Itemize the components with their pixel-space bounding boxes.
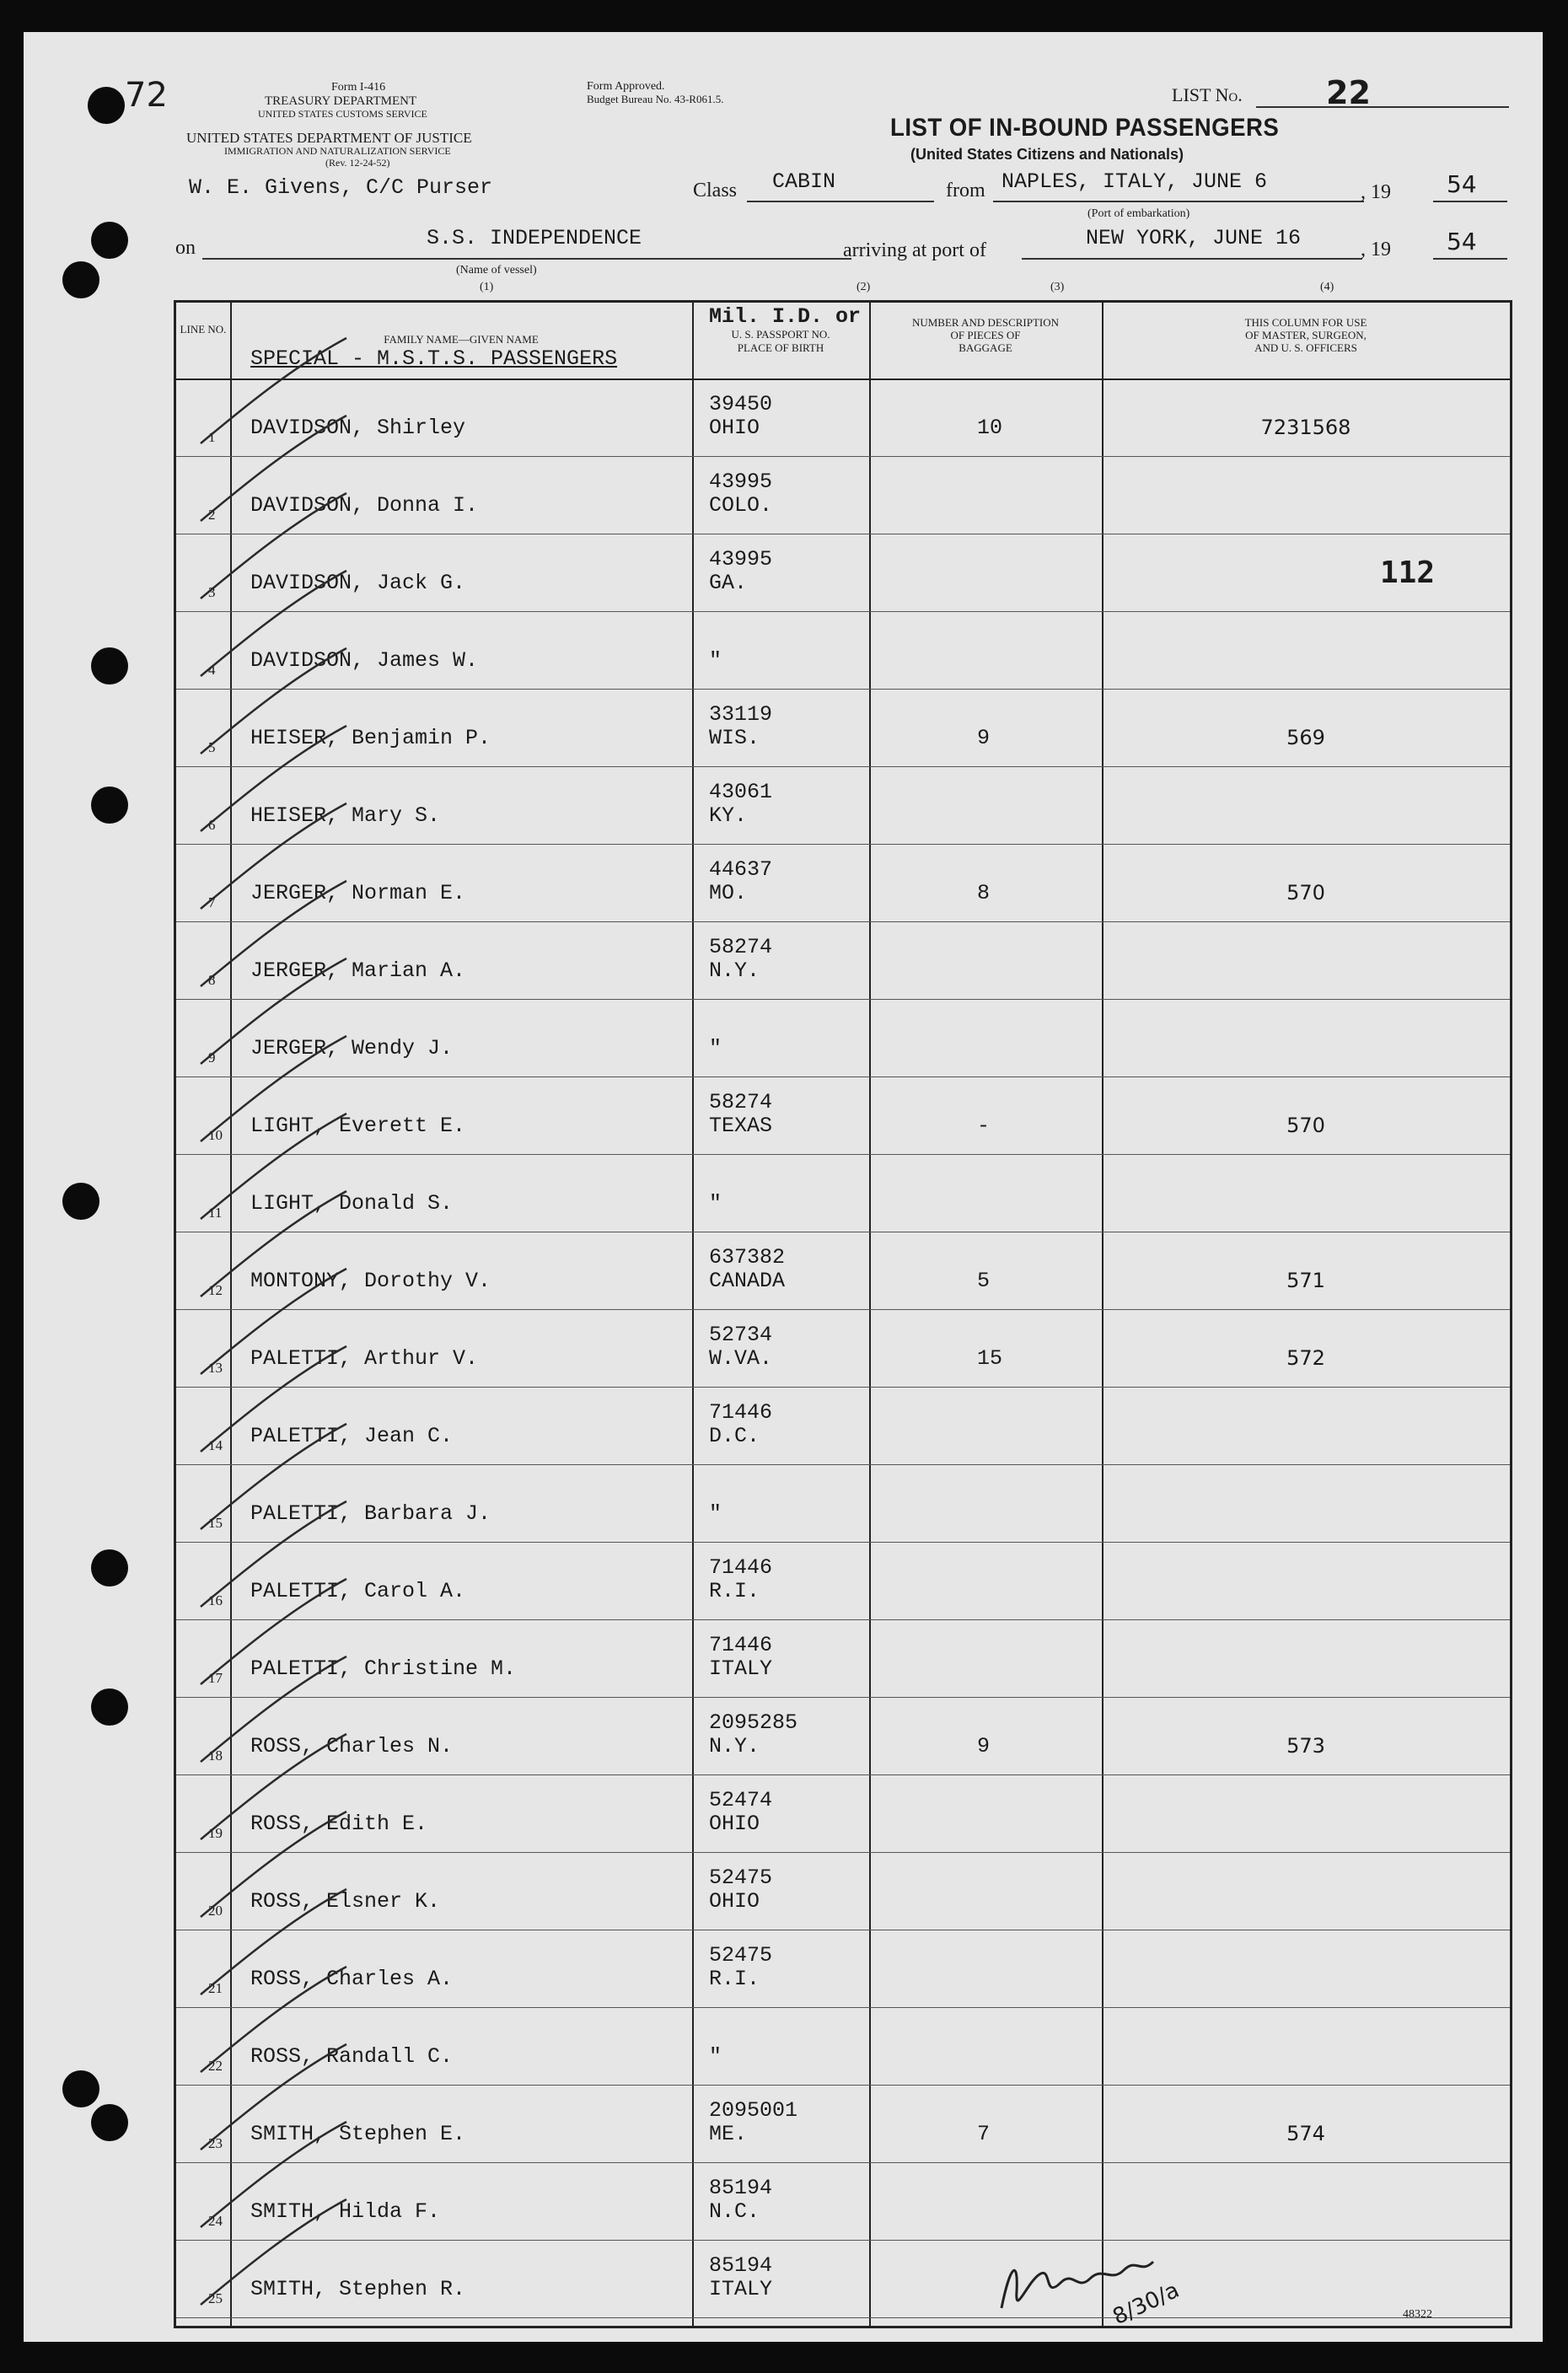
passport-number: ": [709, 2044, 722, 2069]
year-prefix-2: , 19: [1361, 239, 1391, 260]
line-number: 3: [208, 584, 216, 600]
form-justice: UNITED STATES DEPARTMENT OF JUSTICE: [186, 130, 472, 146]
arriving-label: arriving at port of: [843, 239, 986, 261]
col-number-1: (1): [480, 281, 494, 293]
id-caption-header-1: U. S. PASSPORT NO.: [731, 328, 830, 341]
place-of-birth: KY.: [709, 803, 748, 828]
page-title: LIST OF IN-BOUND PASSENGERS: [890, 114, 1280, 142]
footer-code: 48322: [1403, 2308, 1432, 2321]
year-1: 54: [1447, 170, 1477, 198]
passport-number: 58274: [709, 1090, 773, 1114]
officer-entry: 569: [1286, 726, 1325, 749]
place-of-birth: ITALY: [709, 1656, 773, 1681]
passenger-name: PALETTI, Barbara J.: [250, 1501, 491, 1526]
form-sheet: [24, 32, 1543, 2342]
line-number: 25: [208, 2290, 223, 2306]
list-no-label: LIST No.: [1172, 84, 1243, 105]
col-number-4: (4): [1320, 281, 1334, 293]
passenger-name: PALETTI, Jean C.: [250, 1424, 454, 1448]
line-number: 8: [208, 972, 216, 988]
passenger-name: ROSS, Randall C.: [250, 2044, 454, 2069]
passport-number: 637382: [709, 1245, 786, 1270]
year-prefix-1: , 19: [1361, 181, 1391, 203]
place-of-birth: WIS.: [709, 726, 760, 750]
passport-number: ": [709, 1036, 722, 1060]
passport-number: ": [709, 1191, 722, 1216]
passport-number: ": [709, 648, 722, 673]
name-group-header: SPECIAL - M.S.T.S. PASSENGERS: [250, 346, 618, 371]
baggage-count: 7: [977, 2122, 991, 2146]
place-of-birth: ITALY: [709, 2277, 773, 2301]
place-of-birth: R.I.: [709, 1967, 760, 1991]
passport-number: 2095001: [709, 2098, 798, 2123]
place-of-birth: TEXAS: [709, 1114, 773, 1138]
class-value: CABIN: [772, 169, 836, 194]
passport-number: 43995: [709, 547, 773, 572]
handwritten-note: 8/30/a: [1109, 2277, 1184, 2331]
form-rev: (Rev. 12-24-52): [325, 157, 390, 169]
vessel-name: S.S. INDEPENDENCE: [427, 226, 642, 250]
passenger-name: JERGER, Marian A.: [250, 958, 466, 983]
from-value: NAPLES, ITALY, JUNE 6: [1001, 169, 1268, 194]
line-number: 19: [208, 1825, 223, 1841]
passenger-name: DAVIDSON, Donna I.: [250, 493, 479, 518]
passenger-name: PALETTI, Carol A.: [250, 1579, 466, 1603]
passenger-name: ROSS, Edith E.: [250, 1812, 428, 1836]
baggage-count: -: [977, 1114, 991, 1138]
line-number: 10: [208, 1127, 223, 1143]
passport-number: 33119: [709, 702, 773, 727]
check-mark: [201, 2199, 346, 2305]
vessel-caption: (Name of vessel): [456, 264, 537, 276]
passport-number: 52475: [709, 1943, 773, 1968]
passport-number: 71446: [709, 1400, 773, 1425]
passenger-name: HEISER, Benjamin P.: [250, 726, 491, 750]
stamp-112: 112: [1380, 556, 1436, 590]
passenger-name: PALETTI, Arthur V.: [250, 1346, 479, 1371]
passenger-name: ROSS, Charles A.: [250, 1967, 454, 1991]
baggage-header-2: OF PIECES OF: [950, 329, 1021, 341]
officer-entry: 572: [1286, 1346, 1325, 1370]
form-budget: Budget Bureau No. 43-R061.5.: [587, 93, 724, 105]
officer-entry: 570: [1286, 1114, 1325, 1137]
officer-entry: 7231568: [1260, 416, 1351, 439]
passenger-name: LIGHT, Donald S.: [250, 1191, 454, 1216]
line-number: 22: [208, 2058, 223, 2074]
col-number-2: (2): [856, 281, 871, 293]
place-of-birth: W.VA.: [709, 1346, 773, 1371]
passenger-name: SMITH, Stephen R.: [250, 2277, 466, 2301]
line-number: 21: [208, 1980, 223, 1996]
officers-header-1: THIS COLUMN FOR USE: [1244, 316, 1367, 329]
line-number: 4: [208, 662, 216, 678]
passport-number: 44637: [709, 857, 773, 882]
line-number: 20: [208, 1903, 223, 1919]
baggage-header-1: NUMBER AND DESCRIPTION: [911, 316, 1060, 329]
form-number: Form I-416: [331, 81, 386, 94]
line-number: 17: [208, 1670, 223, 1686]
officer-entry: 573: [1286, 1734, 1325, 1758]
year-2: 54: [1447, 228, 1477, 255]
baggage-header-3: BAGGAGE: [959, 341, 1012, 354]
place-of-birth: COLO.: [709, 493, 773, 518]
form-dept: TREASURY DEPARTMENT: [265, 94, 417, 108]
name-caption-header: FAMILY NAME—GIVEN NAME: [384, 333, 539, 346]
passenger-name: SMITH, Stephen E.: [250, 2122, 466, 2146]
officer-entry: 570: [1286, 881, 1325, 905]
baggage-count: 5: [977, 1269, 991, 1293]
passport-number: 43995: [709, 470, 773, 494]
line-number: 15: [208, 1515, 223, 1531]
passenger-name: PALETTI, Christine M.: [250, 1656, 517, 1681]
passenger-name: LIGHT, Everett E.: [250, 1114, 466, 1138]
form-customs: UNITED STATES CUSTOMS SERVICE: [258, 108, 427, 120]
line-number: 23: [208, 2135, 223, 2151]
id-typed-header: Mil. I.D. or: [709, 304, 862, 329]
line-number: 11: [208, 1205, 223, 1221]
line-number: 2: [208, 507, 216, 523]
place-of-birth: CANADA: [709, 1269, 786, 1293]
passport-number: 71446: [709, 1555, 773, 1580]
passenger-name: JERGER, Wendy J.: [250, 1036, 454, 1060]
place-of-birth: N.C.: [709, 2199, 760, 2224]
place-of-birth: ME.: [709, 2122, 748, 2146]
passport-number: 85194: [709, 2253, 773, 2278]
corner-note: 72: [125, 76, 168, 115]
passenger-name: ROSS, Charles N.: [250, 1734, 454, 1758]
from-label: from: [946, 180, 985, 201]
form-approved: Form Approved.: [587, 80, 665, 93]
line-number: 5: [208, 739, 216, 755]
passenger-name: DAVIDSON, James W.: [250, 648, 479, 673]
line-number: 14: [208, 1437, 223, 1453]
baggage-count: 9: [977, 726, 991, 750]
class-label: Class: [693, 180, 738, 201]
line-no-header: LINE NO.: [180, 323, 227, 336]
passport-number: 58274: [709, 935, 773, 959]
form-ins: IMMIGRATION AND NATURALIZATION SERVICE: [224, 145, 451, 157]
passport-number: 71446: [709, 1633, 773, 1657]
passport-number: 52474: [709, 1788, 773, 1812]
passport-number: 52734: [709, 1323, 773, 1347]
baggage-count: 15: [977, 1346, 1003, 1371]
place-of-birth: OHIO: [709, 1812, 760, 1836]
place-of-birth: N.Y.: [709, 958, 760, 983]
passenger-name: MONTONY, Dorothy V.: [250, 1269, 491, 1293]
place-of-birth: OHIO: [709, 1889, 760, 1914]
line-number: 7: [208, 894, 216, 910]
page-subtitle: (United States Citizens and Nationals): [910, 146, 1184, 163]
passenger-name: DAVIDSON, Shirley: [250, 416, 466, 440]
place-of-birth: MO.: [709, 881, 748, 905]
place-of-birth: R.I.: [709, 1579, 760, 1603]
purser-name: W. E. Givens, C/C Purser: [189, 175, 493, 200]
line-number: 18: [208, 1748, 223, 1764]
passport-number: 2095285: [709, 1710, 798, 1735]
line-number: 1: [208, 429, 216, 445]
passport-number: ": [709, 1501, 722, 1526]
col-number-3: (3): [1050, 281, 1065, 293]
handwritten-signature: [993, 2232, 1195, 2325]
check-marks: [24, 32, 1543, 2342]
passenger-name: HEISER, Mary S.: [250, 803, 441, 828]
officers-header-3: AND U. S. OFFICERS: [1254, 341, 1357, 354]
baggage-count: 9: [977, 1734, 991, 1758]
passenger-name: DAVIDSON, Jack G.: [250, 571, 466, 595]
passport-number: 52475: [709, 1866, 773, 1890]
line-number: 9: [208, 1050, 216, 1066]
officers-header-2: OF MASTER, SURGEON,: [1245, 329, 1367, 341]
on-label: on: [175, 237, 196, 259]
id-caption-header-2: PLACE OF BIRTH: [737, 341, 824, 354]
officer-entry: 571: [1286, 1269, 1325, 1292]
place-of-birth: D.C.: [709, 1424, 760, 1448]
arrival-value: NEW YORK, JUNE 16: [1086, 226, 1302, 250]
place-of-birth: GA.: [709, 571, 748, 595]
officer-entry: 574: [1286, 2122, 1325, 2145]
place-of-birth: N.Y.: [709, 1734, 760, 1758]
passenger-name: JERGER, Norman E.: [250, 881, 466, 905]
passenger-name: ROSS, Elsner K.: [250, 1889, 441, 1914]
line-number: 12: [208, 1282, 223, 1298]
passport-number: 85194: [709, 2176, 773, 2200]
passport-number: 39450: [709, 392, 773, 416]
line-number: 6: [208, 817, 216, 833]
line-number: 13: [208, 1360, 223, 1376]
line-number: 24: [208, 2213, 223, 2229]
passport-number: 43061: [709, 780, 773, 804]
list-number: 22: [1326, 74, 1371, 111]
baggage-count: 8: [977, 881, 991, 905]
line-number: 16: [208, 1592, 223, 1608]
port-embarkation-caption: (Port of embarkation): [1087, 207, 1190, 220]
passenger-name: SMITH, Hilda F.: [250, 2199, 441, 2224]
place-of-birth: OHIO: [709, 416, 760, 440]
baggage-count: 10: [977, 416, 1003, 440]
